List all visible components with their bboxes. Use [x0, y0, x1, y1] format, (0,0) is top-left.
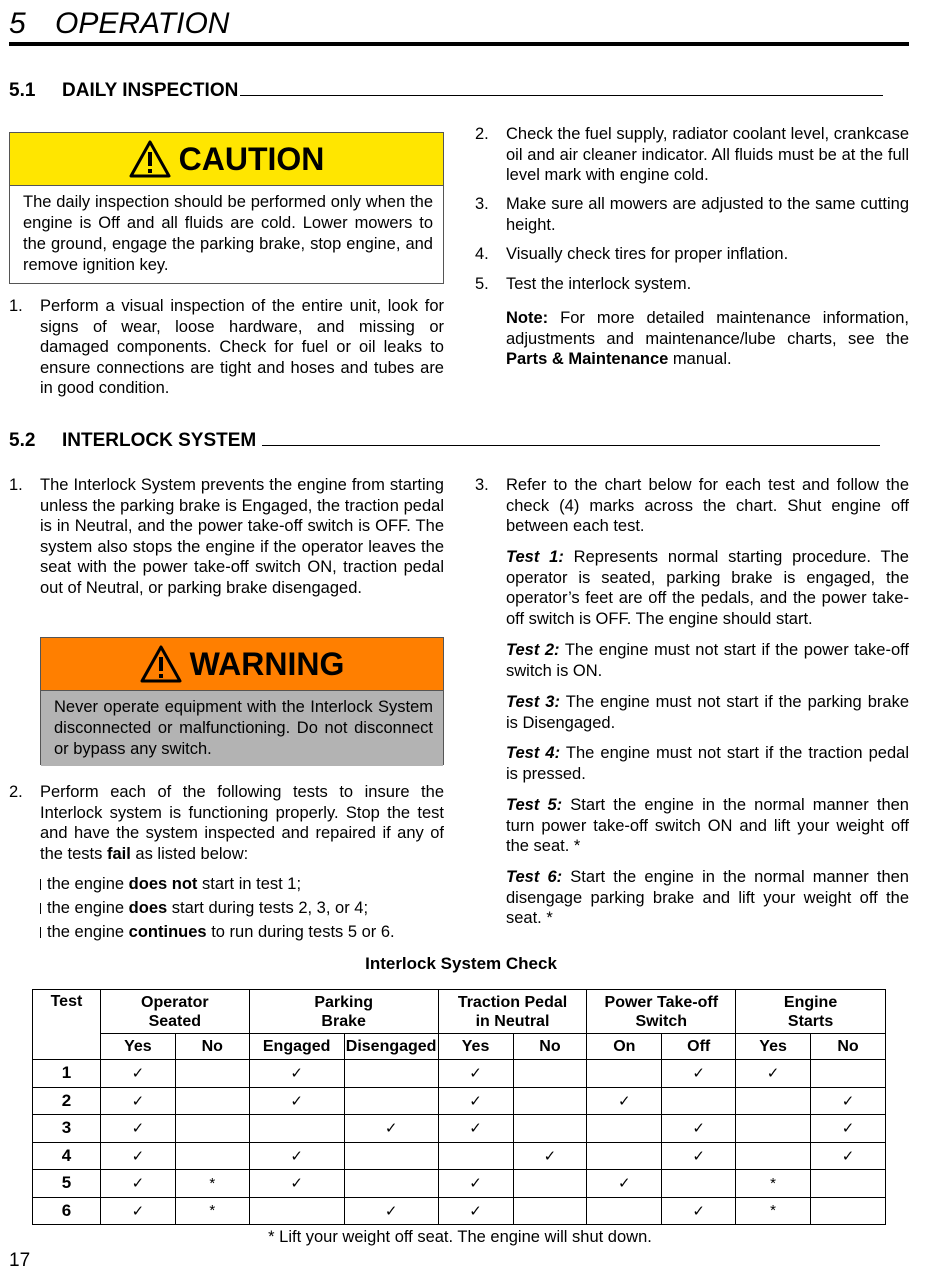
- test-label: Test 5:: [506, 796, 563, 814]
- table-cell: [662, 1170, 736, 1198]
- header-line: Power Take-off: [604, 993, 719, 1011]
- list-item: [40, 920, 444, 944]
- table-cell: [811, 1170, 886, 1198]
- table-cell: [513, 1087, 587, 1115]
- test-label: Test 4:: [506, 744, 561, 762]
- step-number: 5.: [475, 275, 489, 293]
- table-cell: ✓: [811, 1087, 886, 1115]
- table-row: [33, 1170, 886, 1198]
- step-text: [40, 782, 444, 864]
- test-text: Represents normal starting procedure. The operator is seated, parking brake is engaged, the operator’s feet are off the pedals, and the power take-off switch is OFF. The engine should start.: [506, 548, 909, 628]
- bullet-text: the engine: [47, 875, 125, 893]
- inspection-step-3: [475, 194, 909, 235]
- bullet-marker: [40, 927, 41, 938]
- warning-heading: WARNING: [189, 645, 345, 682]
- caution-header: [10, 133, 443, 186]
- test-1-description: [506, 547, 909, 629]
- table-group-header-row: [33, 990, 886, 1034]
- test-5-description: [506, 795, 909, 857]
- step-text-bold: fail: [106, 844, 131, 863]
- subheader: Yes: [736, 1034, 811, 1060]
- table-row: [33, 1060, 886, 1088]
- table-subheader-row: [33, 1034, 886, 1060]
- section-rule: [262, 443, 880, 446]
- inspection-step-4: [475, 244, 909, 265]
- note-text: For more detailed maintenance information, adjustments and maintenance/lube charts, see the: [506, 309, 909, 348]
- column-header-test: Test: [33, 990, 101, 1060]
- table-cell: ✓: [662, 1142, 736, 1170]
- table-cell: [736, 1087, 811, 1115]
- test-number-cell: 4: [33, 1142, 101, 1170]
- test-text: Start the engine in the normal manner then turn power take-off switch ON and lift your weight off the seat. *: [506, 796, 909, 855]
- step-text-b: as listed below:: [135, 844, 249, 863]
- note-label: Note:: [506, 309, 549, 327]
- test-text: The engine must not start if the traction pedal is pressed.: [506, 744, 909, 783]
- step-number: 2.: [9, 783, 23, 801]
- warning-triangle-icon: [140, 645, 182, 683]
- step-text: Make sure all mowers are adjusted to the same cutting height.: [506, 195, 909, 234]
- bullet-bold: does: [128, 899, 168, 917]
- subheader: On: [587, 1034, 662, 1060]
- table-cell: [811, 1060, 886, 1088]
- step-number: 2.: [475, 125, 489, 143]
- table-cell: ✓: [249, 1060, 344, 1088]
- table-cell: ✓: [438, 1115, 513, 1143]
- table-cell: [344, 1142, 438, 1170]
- test-number-cell: 5: [33, 1170, 101, 1198]
- subheader: Disengaged: [344, 1034, 438, 1060]
- interlock-check-table: [32, 989, 886, 1225]
- chapter-heading: [9, 4, 909, 46]
- table-row: [33, 1197, 886, 1225]
- table-cell: [513, 1170, 587, 1198]
- table-cell: [587, 1115, 662, 1143]
- warning-header: [41, 638, 443, 691]
- interlock-step-2: [9, 782, 444, 864]
- column-group-traction-pedal: [438, 990, 587, 1034]
- interlock-step-3: [475, 475, 909, 537]
- table-cell: ✓: [662, 1060, 736, 1088]
- table-cell: [513, 1115, 587, 1143]
- bullet-bold: continues: [128, 923, 207, 941]
- header-line: Seated: [148, 1012, 202, 1030]
- page-number: 17: [9, 1250, 31, 1271]
- step-text: The Interlock System prevents the engine from starting unless the parking brake is Engaged, the traction pedal is in Neutral, and the power take-off switch is OFF. The system also stops the engine if the operator leaves the seat with the power take-off switch ON, traction pedal out of Neutral, or parking brake disengaged.: [40, 476, 444, 597]
- table-cell: [513, 1060, 587, 1088]
- table-cell: *: [175, 1170, 249, 1198]
- table-cell: ✓: [100, 1197, 175, 1225]
- table-footnote: * Lift your weight off seat. The engine will shut down.: [268, 1228, 652, 1246]
- table-cell: [736, 1142, 811, 1170]
- table-cell: [587, 1197, 662, 1225]
- table-cell: ✓: [587, 1170, 662, 1198]
- section-rule: [240, 93, 883, 96]
- table-cell: [587, 1060, 662, 1088]
- header-line: Traction Pedal: [457, 993, 568, 1011]
- warning-triangle-icon: [129, 140, 171, 178]
- test-3-description: [506, 692, 909, 733]
- table-cell: [344, 1060, 438, 1088]
- table-cell: [811, 1197, 886, 1225]
- test-label: Test 2:: [506, 641, 560, 659]
- test-text: The engine must not start if the power take-off switch is ON.: [506, 641, 909, 680]
- section-number: 5.2: [9, 430, 36, 451]
- section-number: 5.1: [9, 80, 36, 101]
- table-cell: [344, 1087, 438, 1115]
- section-heading-5-2: [9, 429, 880, 453]
- section-title: DAILY INSPECTION: [62, 80, 239, 101]
- test-6-description: [506, 867, 909, 929]
- table-cell: ✓: [100, 1115, 175, 1143]
- test-number-cell: 6: [33, 1197, 101, 1225]
- table-cell: ✓: [438, 1170, 513, 1198]
- fail-conditions-list: [40, 872, 444, 944]
- table-title: Interlock System Check: [365, 954, 557, 973]
- inspection-step-2: [475, 124, 909, 186]
- table-cell: [344, 1170, 438, 1198]
- column-group-parking-brake: [249, 990, 438, 1034]
- table-cell: ✓: [587, 1087, 662, 1115]
- bullet-marker: [40, 903, 41, 914]
- manual-name: Parts & Maintenance: [506, 350, 669, 368]
- inspection-step-1: [9, 296, 444, 399]
- test-number-cell: 3: [33, 1115, 101, 1143]
- table-cell: ✓: [100, 1060, 175, 1088]
- test-number-cell: 2: [33, 1087, 101, 1115]
- bullet-text: start during tests 2, 3, or 4;: [171, 899, 369, 917]
- column-group-pto-switch: [587, 990, 736, 1034]
- test-label: Test 1:: [506, 548, 564, 566]
- warning-text: Never operate equipment with the Interlock System disconnected or malfunctioning. Do not disconnect or bypass any switch.: [41, 691, 443, 766]
- table-cell: ✓: [662, 1197, 736, 1225]
- test-label: Test 6:: [506, 868, 563, 886]
- chapter-title: OPERATION: [55, 7, 230, 40]
- table-cell: ✓: [438, 1060, 513, 1088]
- bullet-marker: [40, 879, 41, 890]
- table-body: [33, 1060, 886, 1225]
- table-cell: ✓: [438, 1197, 513, 1225]
- table-cell: [513, 1197, 587, 1225]
- step-number: 1.: [9, 297, 23, 315]
- column-group-engine-starts: [736, 990, 886, 1034]
- table-cell: ✓: [100, 1142, 175, 1170]
- bullet-text: the engine: [47, 923, 125, 941]
- table-cell: *: [175, 1197, 249, 1225]
- step-text: Test the interlock system.: [506, 275, 692, 293]
- caution-heading: CAUTION: [178, 140, 325, 177]
- header-line: Engine: [783, 993, 838, 1011]
- table-cell: ✓: [249, 1142, 344, 1170]
- section-heading-5-1: [9, 79, 883, 103]
- test-text: The engine must not start if the parking brake is Disengaged.: [506, 693, 909, 732]
- step-number: 4.: [475, 245, 489, 263]
- table-cell: ✓: [344, 1115, 438, 1143]
- step-text: Refer to the chart below for each test and follow the check (4) marks across the chart. Shut engine off between each test.: [506, 476, 909, 535]
- test-number-cell: 1: [33, 1060, 101, 1088]
- table-row: [33, 1115, 886, 1143]
- caution-box: [9, 132, 444, 284]
- chapter-number: 5: [9, 7, 26, 40]
- test-2-description: [506, 640, 909, 681]
- table-cell: [249, 1115, 344, 1143]
- table-cell: [175, 1087, 249, 1115]
- step-text-a: Perform each of the following tests to insure the Interlock system is functioning properly. Stop the test and have the system inspected and repaired if any of the tests: [40, 783, 444, 863]
- header-line: Switch: [635, 1012, 688, 1030]
- table-cell: [587, 1142, 662, 1170]
- subheader: Engaged: [249, 1034, 344, 1060]
- table-row: [33, 1087, 886, 1115]
- table-cell: *: [736, 1170, 811, 1198]
- table-cell: ✓: [513, 1142, 587, 1170]
- table-cell: ✓: [100, 1087, 175, 1115]
- header-line: Parking: [314, 993, 373, 1011]
- table-cell: ✓: [811, 1142, 886, 1170]
- note-suffix: manual.: [672, 350, 732, 368]
- subheader: No: [811, 1034, 886, 1060]
- subheader: No: [175, 1034, 249, 1060]
- table-cell: ✓: [344, 1197, 438, 1225]
- table-cell: [175, 1115, 249, 1143]
- maintenance-note: [506, 308, 909, 370]
- caution-text: The daily inspection should be performed only when the engine is Off and all fluids are cold. Lower mowers to the ground, engage the parking brake, stop engine, and remove ignition key.: [23, 193, 433, 274]
- subheader: Yes: [100, 1034, 175, 1060]
- bullet-bold: does not: [128, 875, 198, 893]
- subheader: Yes: [438, 1034, 513, 1060]
- inspection-step-5: [475, 274, 909, 295]
- table-cell: ✓: [438, 1087, 513, 1115]
- subheader: No: [513, 1034, 587, 1060]
- table-cell: *: [736, 1197, 811, 1225]
- step-text: Check the fuel supply, radiator coolant level, crankcase oil and air cleaner indicator. All fluids must be at the full level mark with engine cold.: [506, 125, 909, 184]
- step-number: 3.: [475, 195, 489, 213]
- header-line: Operator: [141, 993, 209, 1011]
- interlock-step-1: [9, 475, 444, 598]
- warning-box: [40, 637, 444, 765]
- header-line: Starts: [787, 1012, 834, 1030]
- test-4-description: [506, 743, 909, 784]
- step-text: Perform a visual inspection of the entire unit, look for signs of wear, loose hardware, and missing or damaged components. Check for fuel or oil leaks to ensure connections are tight and hoses and tubes are in good condition.: [40, 297, 444, 397]
- step-text: Visually check tires for proper inflation.: [506, 245, 789, 263]
- table-cell: ✓: [662, 1115, 736, 1143]
- table-cell: [175, 1060, 249, 1088]
- table-cell: ✓: [736, 1060, 811, 1088]
- test-text: Start the engine in the normal manner then disengage parking brake and lift your weight off the seat. *: [506, 868, 909, 927]
- table-cell: [438, 1142, 513, 1170]
- table-cell: [249, 1197, 344, 1225]
- table-cell: [662, 1087, 736, 1115]
- table-cell: ✓: [249, 1087, 344, 1115]
- table-row: [33, 1142, 886, 1170]
- section-title: INTERLOCK SYSTEM: [62, 430, 257, 451]
- column-group-operator-seated: [100, 990, 249, 1034]
- list-item: [40, 896, 444, 920]
- header-line: Brake: [321, 1012, 366, 1030]
- step-number: 3.: [475, 476, 489, 494]
- table-cell: [175, 1142, 249, 1170]
- bullet-text: to run during tests 5 or 6.: [211, 923, 395, 941]
- bullet-text: the engine: [47, 899, 125, 917]
- list-item: [40, 872, 444, 896]
- table-cell: [736, 1115, 811, 1143]
- bullet-text: start in test 1;: [202, 875, 302, 893]
- subheader: Off: [662, 1034, 736, 1060]
- table-cell: ✓: [100, 1170, 175, 1198]
- table-cell: ✓: [249, 1170, 344, 1198]
- step-number: 1.: [9, 476, 23, 494]
- header-line: in Neutral: [475, 1012, 550, 1030]
- table-cell: ✓: [811, 1115, 886, 1143]
- test-label: Test 3:: [506, 693, 560, 711]
